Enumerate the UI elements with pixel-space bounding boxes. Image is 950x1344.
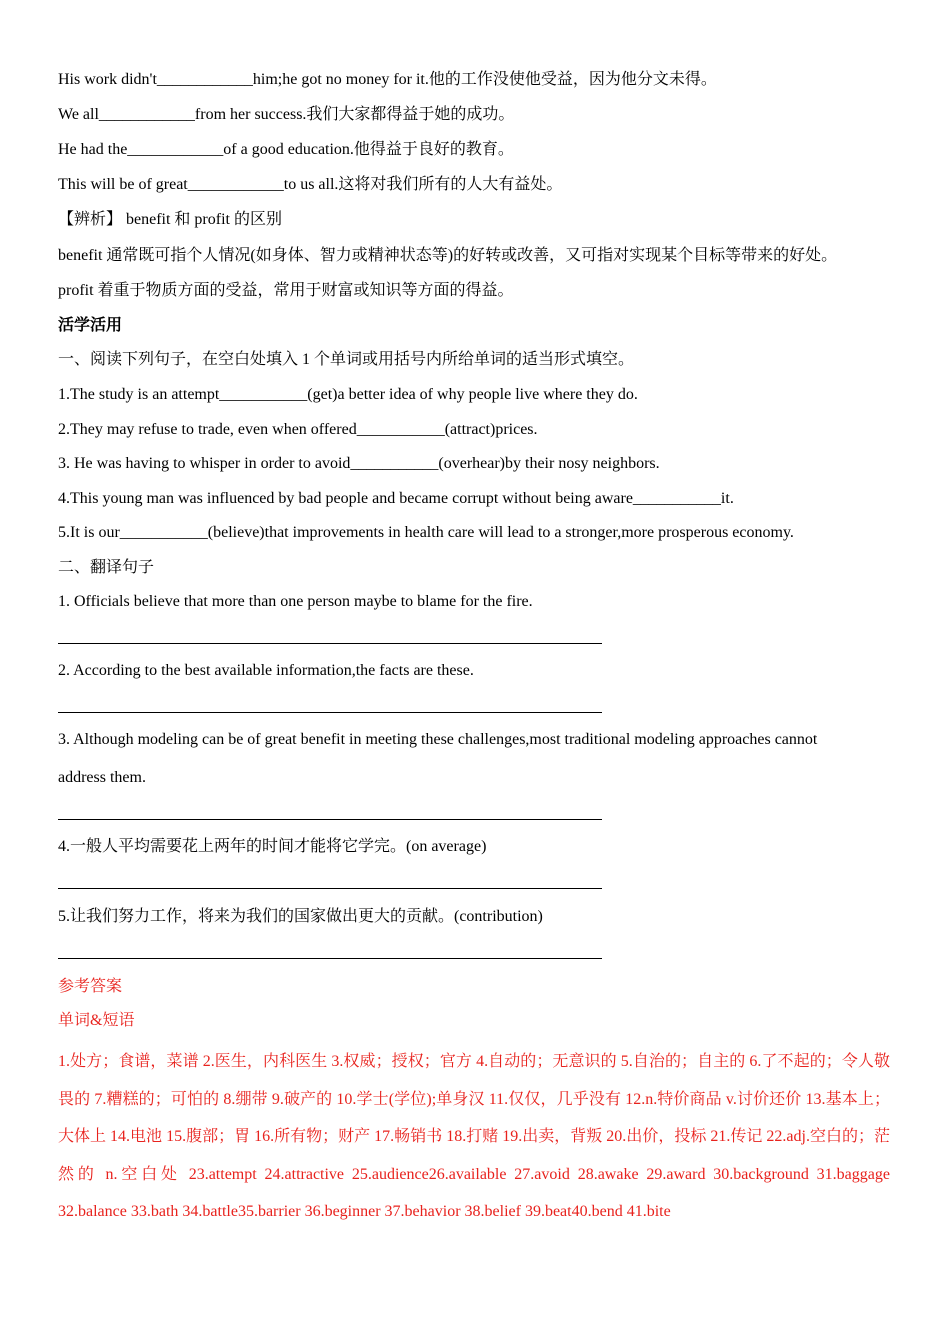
- example-sentence-4: This will be of great____________to us all.这将对我们所有的人大有益处。: [58, 176, 563, 193]
- translate-item-3: 3. Although modeling can be of great benefit in meeting these challenges,most traditional modeling approaches cannot: [58, 731, 818, 748]
- answers-title: 参考答案: [58, 978, 123, 995]
- translate-item-4: 4.一般人平均需要花上两年的时间才能将它学完。(on average): [58, 838, 487, 855]
- answers-text: 1.处方；食谱，菜谱 2.医生，内科医生 3.权威；授权；官方 4.自动的；无意识的 5.自治的；自主的 6.了不起的；令人敬畏的 7.糟糕的；可怕的 8.绷带 9.破产的 10.学士(学位);单身汉 11.仅仅，几乎没有 12.n.特价商品 v.讨价还价 13.基本上；大体上 14.电池 15.腹部；胃 16.所有物；财产 17.畅销书 18.打赌 19.出卖，背叛 20.出价，投标 21.传记 22.adj.空白的；茫然的 n.空白处 23.attempt 24.attractive 25.audience26.available 27.avoid 28.awake 29.award 30.background 31.baggage 32.balance 33.bath 34.battle35.barrier 36.beginner 37.behavior 38.belief 39.beat40.bend 41.bite: [58, 1053, 890, 1220]
- distinction-profit: profit 着重于物质方面的受益，常用于财富或知识等方面的得益。: [58, 282, 514, 299]
- answer-line-1: [58, 643, 602, 644]
- fill-item-5: 5.It is our___________(believe)that improvements in health care will lead to a stronger,more prosperous economy.: [58, 524, 794, 541]
- fill-item-1: 1.The study is an attempt___________(get)a better idea of why people live where they do.: [58, 386, 638, 403]
- fill-item-2: 2.They may refuse to trade, even when offered___________(attract)prices.: [58, 421, 538, 438]
- practice-heading: 活学活用: [58, 317, 123, 334]
- translate-item-2: 2. According to the best available information,the facts are these.: [58, 662, 474, 679]
- example-sentence-2: We all____________from her success.我们大家都得益于她的成功。: [58, 106, 515, 123]
- distinction-benefit: benefit 通常既可指个人情况(如身体、智力或精神状态等)的好转或改善，又可指对实现某个目标等带来的好处。: [58, 247, 838, 264]
- example-sentence-1: His work didn't____________him;he got no money for it.他的工作没使他受益，因为他分文未得。: [58, 71, 717, 88]
- translate-item-3-continued: address them.: [58, 769, 146, 786]
- part2-title: 二、翻译句子: [58, 559, 155, 576]
- fill-item-4: 4.This young man was influenced by bad people and became corrupt without being aware___________it.: [58, 490, 734, 507]
- translate-item-1: 1. Officials believe that more than one person maybe to blame for the fire.: [58, 593, 533, 610]
- translate-item-5: 5.让我们努力工作，将来为我们的国家做出更大的贡献。(contribution): [58, 908, 543, 925]
- answer-line-4: [58, 888, 602, 889]
- answer-line-2: [58, 712, 602, 713]
- distinction-title: 【辨析】 benefit 和 profit 的区别: [58, 211, 282, 228]
- part1-title: 一、阅读下列句子，在空白处填入 1 个单词或用括号内所给单词的适当形式填空。: [58, 351, 635, 368]
- answer-line-3: [58, 819, 602, 820]
- answer-line-5: [58, 958, 602, 959]
- example-sentence-3: He had the____________of a good education.他得益于良好的教育。: [58, 141, 514, 158]
- answers-subtitle: 单词&短语: [58, 1012, 135, 1029]
- fill-item-3: 3. He was having to whisper in order to avoid___________(overhear)by their nosy neighbors.: [58, 455, 660, 472]
